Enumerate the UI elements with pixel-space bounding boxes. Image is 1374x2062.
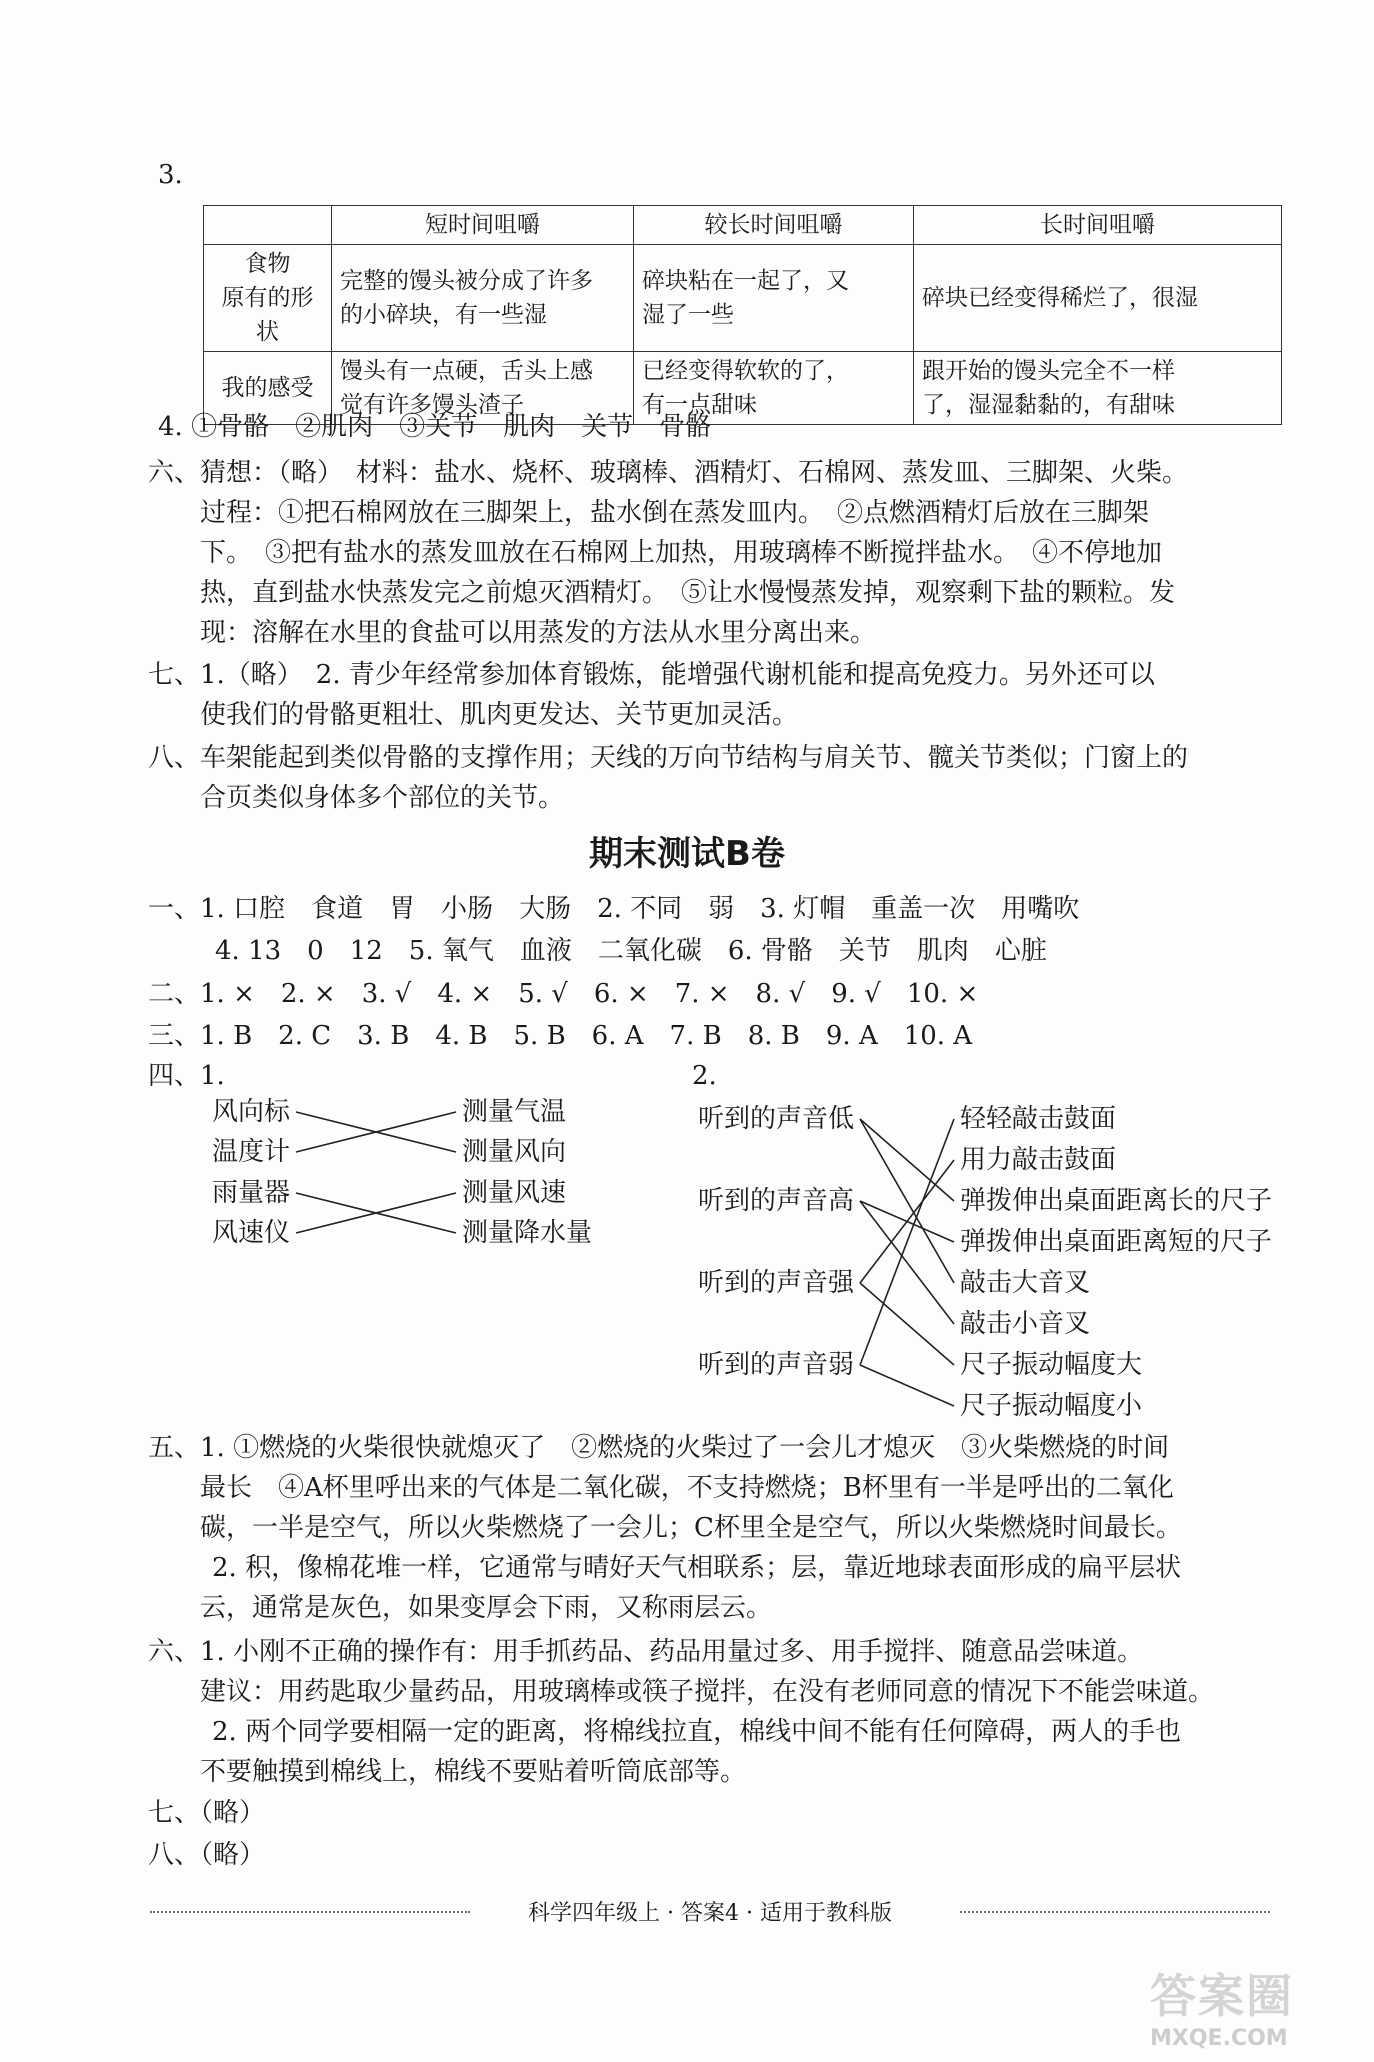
- answer-section-eight-b: 八、（略）: [148, 1840, 266, 1870]
- q3-label: 3.: [158, 160, 183, 190]
- match-item: 测量气温: [462, 1097, 567, 1127]
- text-line: 2. 两个同学要相隔一定的距离，将棉线拉直，棉线中间不能有任何障碍，两人的手也: [212, 1717, 1182, 1747]
- match1-connector-line: [296, 1112, 456, 1152]
- match2-connector-line: [860, 1365, 954, 1406]
- cell-line: 原有的形状: [221, 285, 314, 345]
- answer-q4: 4. ①骨骼 ②肌肉 ③关节 肌肉 关节 骨骼: [158, 412, 712, 442]
- text-line: 建议：用药匙取少量药品，用玻璃棒或筷子搅拌，在没有老师同意的情况下不能尝味道。: [200, 1677, 1215, 1707]
- match-item: 温度计: [212, 1137, 291, 1167]
- exam-answer-three: 三、1. B 2. C 3. B 4. B 5. B 6. A 7. B 8. B 9. A 10. A: [148, 1021, 973, 1051]
- row-header-cell: [204, 245, 332, 352]
- match2-connector-line: [860, 1201, 954, 1242]
- cell-line: 完整的馒头被分成了许多: [340, 268, 593, 294]
- cell-line: 了，湿湿黏黏的，有甜味: [922, 392, 1175, 418]
- text-line: 八、车架能起到类似骨骼的支撑作用；天线的万向节结构与肩关节、髋关节类似；门窗上的: [148, 743, 1189, 773]
- match2-connector-line: [860, 1283, 954, 1365]
- table-row: [204, 245, 1282, 352]
- text-line: 不要触摸到棉线上，棉线不要贴着听筒底部等。: [200, 1757, 747, 1787]
- match1-connector-line: [296, 1193, 456, 1233]
- match-item: 敲击大音叉: [960, 1268, 1091, 1298]
- table-cell: [634, 245, 914, 352]
- match-item: 测量风速: [462, 1178, 567, 1208]
- match-item: 风向标: [212, 1097, 291, 1127]
- match2-connector-line: [860, 1119, 954, 1365]
- cell-line: 的小碎块，有一些湿: [340, 302, 547, 328]
- match2-connector-line: [860, 1119, 954, 1201]
- match-item: 雨量器: [212, 1178, 291, 1208]
- match-item: 测量风向: [462, 1137, 567, 1167]
- text-line: 云，通常是灰色，如果变厚会下雨，又称雨层云。: [200, 1593, 773, 1623]
- table-header-cell: 短时间咀嚼: [332, 206, 634, 245]
- match-item: 测量降水量: [462, 1218, 593, 1248]
- section-title: 期末测试B卷: [589, 834, 785, 874]
- answer-section-six-b: [148, 1632, 1214, 1792]
- q3-table: [203, 205, 1282, 425]
- exam-answer-two: 二、1. × 2. × 3. √ 4. × 5. √ 6. × 7. × 8. √ 9. √ 10. ×: [148, 979, 979, 1009]
- exam-answer-four-sub2: 2.: [692, 1061, 717, 1091]
- text-line: 使我们的骨骼更粗壮、肌肉更发达、关节更加灵活。: [200, 700, 799, 730]
- text-line: 2. 积，像棉花堆一样，它通常与晴好天气相联系；层，靠近地球表面形成的扁平层状: [212, 1553, 1182, 1583]
- match2-connector-line: [860, 1160, 954, 1283]
- page-footer: 科学四年级上 · 答案4 · 适用于教科版: [528, 1901, 892, 1926]
- cell-line: 食物: [244, 251, 291, 277]
- cell-line: 我的感受: [221, 375, 314, 401]
- exam-answer-one-cont: 4. 13 0 12 5. 氧气 血液 二氧化碳 6. 骨骼 关节 肌肉 心脏: [215, 936, 1047, 966]
- match-item: 弹拨伸出桌面距离短的尺子: [960, 1227, 1273, 1257]
- table-cell: [914, 245, 1282, 352]
- match-item: 用力敲击鼓面: [960, 1145, 1117, 1175]
- match-item: 尺子振动幅度小: [960, 1391, 1143, 1421]
- cell-line: 湿了一些: [642, 302, 734, 328]
- cell-line: 有一点甜味: [642, 392, 757, 418]
- answer-section-six: [148, 453, 1188, 653]
- exam-answer-one: 一、1. 口腔 食道 胃 小肠 大肠 2. 不同 弱 3. 灯帽 重盖一次 用嘴吹: [148, 894, 1080, 924]
- exam-answer-four: 四、1.: [148, 1061, 225, 1091]
- cell-line: 跟开始的馒头完全不一样: [922, 358, 1175, 384]
- cell-line: 碎块已经变得稀烂了，很湿: [922, 285, 1198, 311]
- cell-line: 馒头有一点硬，舌头上感: [340, 358, 593, 384]
- table-header-cell: 长时间咀嚼: [914, 206, 1282, 245]
- match-item: 听到的声音低: [698, 1104, 855, 1134]
- table-header-cell: [204, 206, 332, 245]
- text-line: 下。 ③把有盐水的蒸发皿放在石棉网上加热，用玻璃棒不断搅拌盐水。 ④不停地加: [200, 538, 1163, 568]
- text-line: 六、1. 小刚不正确的操作有：用手抓药品、药品用量过多、用手搅拌、随意品尝味道。: [148, 1637, 1144, 1667]
- text-line: 过程：①把石棉网放在三脚架上，盐水倒在蒸发皿内。 ②点燃酒精灯后放在三脚架: [200, 498, 1150, 528]
- text-line: 六、猜想：（略） 材料：盐水、烧杯、玻璃棒、酒精灯、石棉网、蒸发皿、三脚架、火柴。: [148, 458, 1189, 488]
- match-item: 尺子振动幅度大: [960, 1350, 1143, 1380]
- answer-section-eight: [148, 738, 1188, 818]
- text-line: 现：溶解在水里的食盐可以用蒸发的方法从水里分离出来。: [200, 618, 877, 648]
- match-item: 听到的声音弱: [698, 1350, 855, 1380]
- watermark-logo: [1150, 1960, 1350, 2050]
- text-line: 碳，一半是空气，所以火柴燃烧了一会儿；C杯里全是空气，所以火柴燃烧时间最长。: [200, 1513, 1182, 1543]
- match-item: 风速仪: [212, 1218, 291, 1248]
- match-item: 听到的声音强: [698, 1268, 855, 1298]
- match1-connector-line: [296, 1112, 456, 1152]
- table-header-row: [204, 206, 1282, 245]
- text-line: 最长 ④A杯里呼出来的气体是二氧化碳，不支持燃烧；B杯里有一半是呼出的二氧化: [200, 1473, 1174, 1503]
- answer-section-five: [148, 1428, 1182, 1628]
- match-item: 弹拨伸出桌面距离长的尺子: [960, 1186, 1273, 1216]
- cell-line: 觉有许多馒头渣子: [340, 392, 524, 418]
- answer-section-seven: [148, 655, 1155, 735]
- table-cell: [914, 352, 1282, 425]
- text-line: 热，直到盐水快蒸发完之前熄灭酒精灯。 ⑤让水慢慢蒸发掉，观察剩下盐的颗粒。发: [200, 578, 1176, 608]
- text-line: 七、1.（略） 2. 青少年经常参加体育锻炼，能增强代谢机能和提高免疫力。另外还可以: [148, 660, 1155, 690]
- match-item: 听到的声音高: [698, 1186, 855, 1216]
- match2-connector-line: [860, 1201, 954, 1324]
- text-line: 五、1. ①燃烧的火柴很快就熄灭了 ②燃烧的火柴过了一会儿才熄灭 ③火柴燃烧的时间: [148, 1433, 1170, 1463]
- table-header-cell: 较长时间咀嚼: [634, 206, 914, 245]
- cell-line: 碎块粘在一起了，又: [642, 268, 849, 294]
- match-item: 轻轻敲击鼓面: [960, 1104, 1117, 1134]
- table-cell: [332, 245, 634, 352]
- match2-connector-line: [860, 1119, 954, 1283]
- answer-section-seven-b: 七、（略）: [148, 1798, 266, 1828]
- watermark-text: 答案圈: [1150, 1969, 1294, 2023]
- cell-line: 已经变得软软的了，: [642, 358, 849, 384]
- match-item: 敲击小音叉: [960, 1309, 1091, 1339]
- watermark-url: MXQE.COM: [1150, 2026, 1288, 2051]
- match1-connector-line: [296, 1193, 456, 1233]
- text-line: 合页类似身体多个部位的关节。: [200, 783, 565, 813]
